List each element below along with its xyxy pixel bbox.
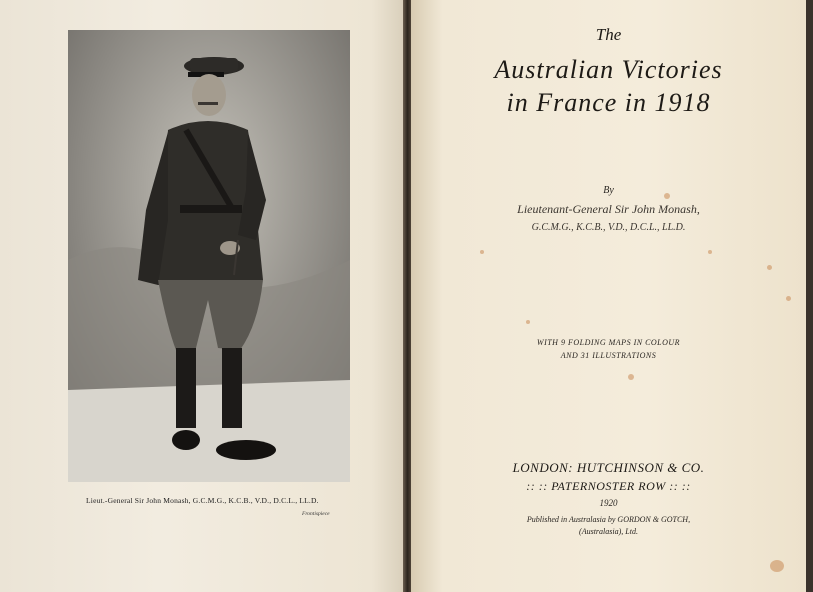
maps-note-line2: AND 31 ILLUSTRATIONS (560, 351, 657, 360)
portrait-caption: Lieut.-General Sir John Monash, G.C.M.G., K.C.B., V.D., D.C.L., LL.D. (86, 496, 319, 505)
book-title-line1: Australian Victories (494, 55, 723, 84)
foxing-spot (767, 265, 772, 270)
publisher-line2: :: :: PATERNOSTER ROW :: :: (526, 479, 691, 493)
publication-year: 1920 (599, 498, 618, 508)
frontispiece-label: Frontispiece (302, 511, 330, 517)
publisher-line1: LONDON: HUTCHINSON & CO. (512, 460, 705, 475)
maps-note-line1: WITH 9 FOLDING MAPS IN COLOUR (536, 338, 681, 347)
soldier-figure (68, 30, 350, 482)
foxing-spot (480, 250, 484, 254)
foxing-spot (786, 296, 791, 301)
foxing-spot (770, 560, 784, 572)
foxing-spot (526, 320, 530, 324)
title-the: The (595, 25, 622, 44)
foxing-spot (708, 250, 712, 254)
australasia-publisher-line1: Published in Australasia by GORDON & GOTCH, (526, 515, 691, 524)
book-title-line2: in France in 1918 (506, 88, 711, 117)
by-line: By (603, 185, 614, 196)
foxing-spot (628, 374, 634, 380)
portrait-photograph (68, 30, 350, 482)
page-edge (806, 0, 813, 592)
author-name: Lieutenant-General Sir John Monash, (517, 202, 700, 216)
foxing-spot (664, 193, 670, 199)
australasia-publisher-line2: (Australasia), Ltd. (579, 527, 638, 536)
author-honours: G.C.M.G., K.C.B., V.D., D.C.L., LL.D. (531, 222, 686, 233)
